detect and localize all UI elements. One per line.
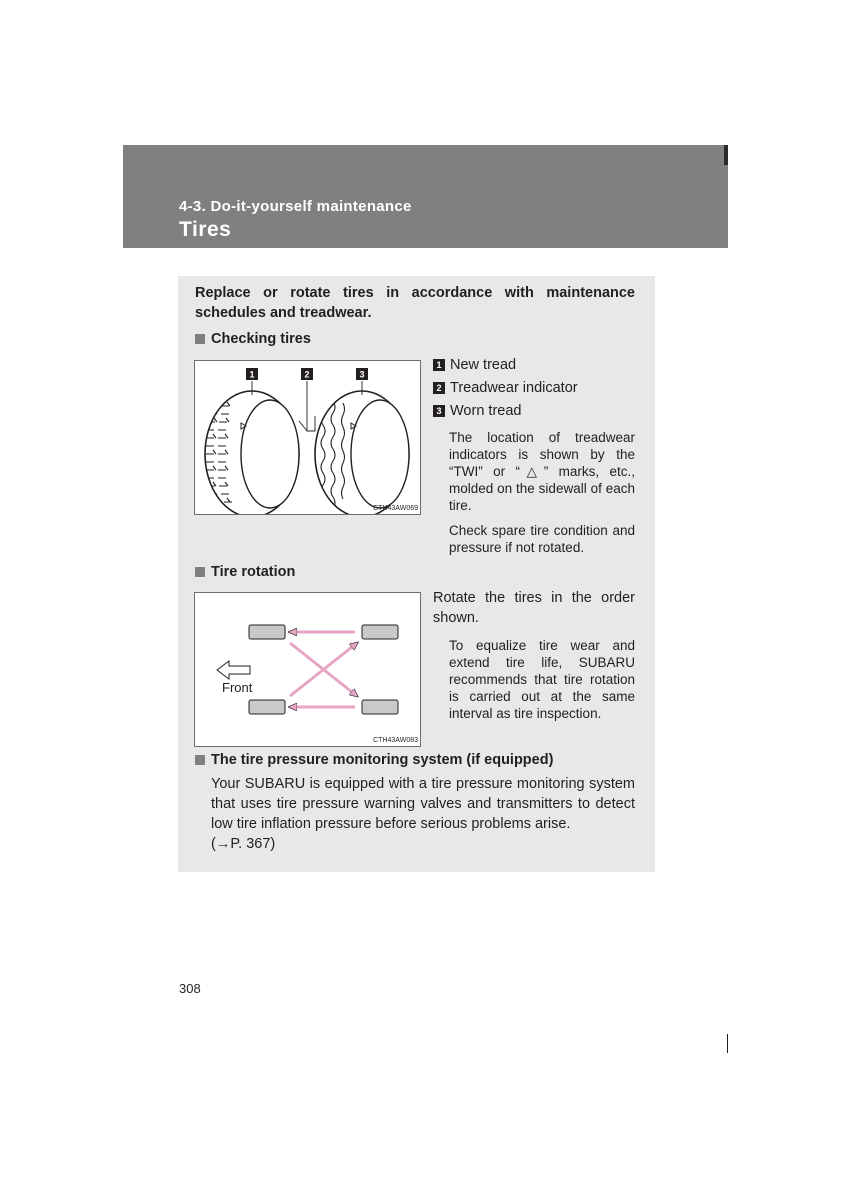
figure-code: CTH43AW083 [373, 737, 418, 744]
legend-number: 2 [433, 382, 445, 394]
intro-text: Replace or rotate tires in accordance with maintenance schedules and treadwear. [195, 285, 635, 321]
worn-tread-tire [315, 391, 409, 514]
tire-tread-illustration [195, 361, 420, 514]
legend-item-worn-tread [433, 403, 521, 419]
rear-left-tire [249, 700, 285, 714]
rotation-text: Rotate the tires in the order shown. [433, 590, 635, 626]
page-title: Tires [179, 218, 232, 241]
square-bullet-icon [195, 334, 205, 344]
front-left-tire [249, 625, 285, 639]
page-number: 308 [179, 981, 201, 996]
tire-rotation-heading [195, 564, 295, 580]
legend-item-treadwear-indicator [433, 380, 578, 396]
legend-label: Treadwear indicator [450, 380, 578, 396]
front-right-tire [362, 625, 398, 639]
spare-tire-note: Check spare tire condition and pressure if not rotated. [449, 523, 635, 555]
tire-rotation-diagram [195, 593, 420, 746]
square-bullet-icon [195, 567, 205, 577]
tire-rotation-heading-text: Tire rotation [211, 564, 296, 580]
figure-code: CTH43AW069 [373, 505, 418, 512]
front-direction-arrow-icon [217, 661, 250, 679]
tpms-heading [195, 752, 553, 768]
page-edge-marker [727, 1034, 728, 1053]
legend-number: 1 [433, 359, 445, 371]
front-label: Front [222, 680, 253, 695]
square-bullet-icon [195, 755, 205, 765]
header-tab-marker [724, 145, 728, 165]
new-tread-tire [205, 391, 299, 514]
rotation-arrows [290, 632, 357, 707]
tpms-heading-text: The tire pressure monitoring system (if equipped) [211, 752, 554, 768]
rotation-note: To equalize tire wear and extend tire life, SUBARU recommends that tire rotation is carried out at the same interval as tire inspection. [449, 638, 635, 721]
legend-item-new-tread [433, 357, 516, 373]
callout-badges [246, 368, 368, 380]
rear-right-tire [362, 700, 398, 714]
tpms-page-reference[interactable]: (→P. 367) [211, 836, 276, 852]
tire-tread-figure [194, 360, 421, 515]
checking-tires-heading-text: Checking tires [211, 331, 311, 347]
callout-1: 1 [249, 369, 255, 380]
legend-label: Worn tread [450, 403, 522, 419]
tire-rotation-figure [194, 592, 421, 747]
treadwear-note: The location of treadwear indicators is shown by the “TWI” or “△” marks, etc., molded on the sidewall of each tire. [449, 430, 635, 513]
callout-2: 2 [304, 369, 310, 380]
legend-number: 3 [433, 405, 445, 417]
checking-tires-heading [195, 331, 311, 347]
callout-3: 3 [359, 369, 365, 380]
legend-label: New tread [450, 357, 517, 373]
tpms-text: Your SUBARU is equipped with a tire pressure monitoring system that uses tire pressure warning valves and transmitters to detect low tire inflation pressure before serious problems arise. [211, 776, 635, 832]
section-label: 4-3. Do-it-yourself maintenance [179, 198, 412, 215]
